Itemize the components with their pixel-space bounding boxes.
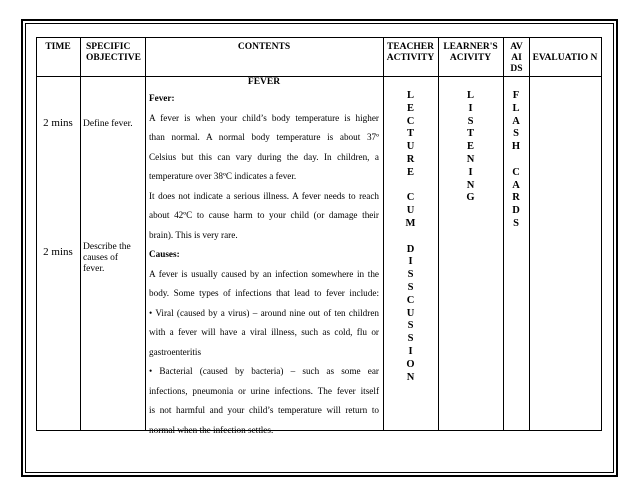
contents-line: brain). This is very rare. [149, 229, 238, 240]
contents-line: normal when the infection settles. [149, 424, 274, 435]
contents-line: A fever is usually caused by an infection somewhere in the [149, 268, 379, 279]
header-objective: SPECIFIC OBJECTIVE [86, 42, 141, 63]
contents-title: FEVER [247, 77, 281, 87]
contents-line: is not harmful and your child’s temperature will return to [149, 405, 379, 415]
header-learner-activity: LEARNER'S ACIVITY [443, 42, 498, 63]
row-objective: Define fever. [83, 119, 133, 129]
col-border [145, 37, 146, 431]
header-evaluation: EVALUATIO N [532, 53, 598, 63]
contents-line: gastroenteritis [149, 346, 202, 357]
header-teacher-activity: TEACHER ACTIVITY [386, 42, 435, 63]
header-contents: CONTENTS [237, 42, 291, 52]
learner-activity-text: L I S T E N I N G [466, 90, 475, 204]
col-border [36, 37, 37, 431]
contents-line: It does not indicate a serious illness. A fever needs to reach [149, 190, 379, 201]
table-top-border [36, 37, 602, 38]
contents-line: • Bacterial (caused by bacteria) – such as some ear [149, 366, 379, 376]
contents-line: A fever is when your child’s body temperature is higher [149, 112, 379, 123]
row-objective: Describe the causes of fever. [83, 242, 131, 274]
col-border [529, 37, 530, 431]
row-time: 2 mins [43, 246, 73, 258]
contents-line: than normal. A normal body temperature is about 37º [149, 132, 379, 142]
contents-line: with a fever will have a viral illness, such as cold, flu or [149, 327, 379, 337]
col-border [601, 37, 602, 431]
contents-line: • Viral (caused by a virus) – around nine out of ten children [149, 307, 379, 318]
contents-line: Celsius but this can vary during the day. In children, a [149, 151, 379, 162]
contents-line: infections, pneumonia or urine infections. The fever itself [149, 385, 379, 396]
fever-heading: Fever: [149, 93, 175, 103]
teacher-activity-text: L E C T U R E C U M D I S S C U S S I O N [405, 90, 416, 383]
header-time: TIME [45, 42, 71, 52]
row-time: 2 mins [43, 117, 73, 129]
header-aids: AV AI DS [510, 42, 523, 74]
causes-heading: Causes: [149, 249, 180, 259]
contents-line: body. Some types of infections that lead to fever include: [149, 288, 379, 298]
contents-line: about 42ºC to cause harm to your child (or damage their [149, 210, 379, 220]
contents-text [149, 89, 379, 440]
contents-line: temperature over 38ºC indicates a fever. [149, 171, 297, 181]
teaching-aids-text: F L A S H C A R D S [511, 90, 521, 229]
col-border [80, 37, 81, 431]
